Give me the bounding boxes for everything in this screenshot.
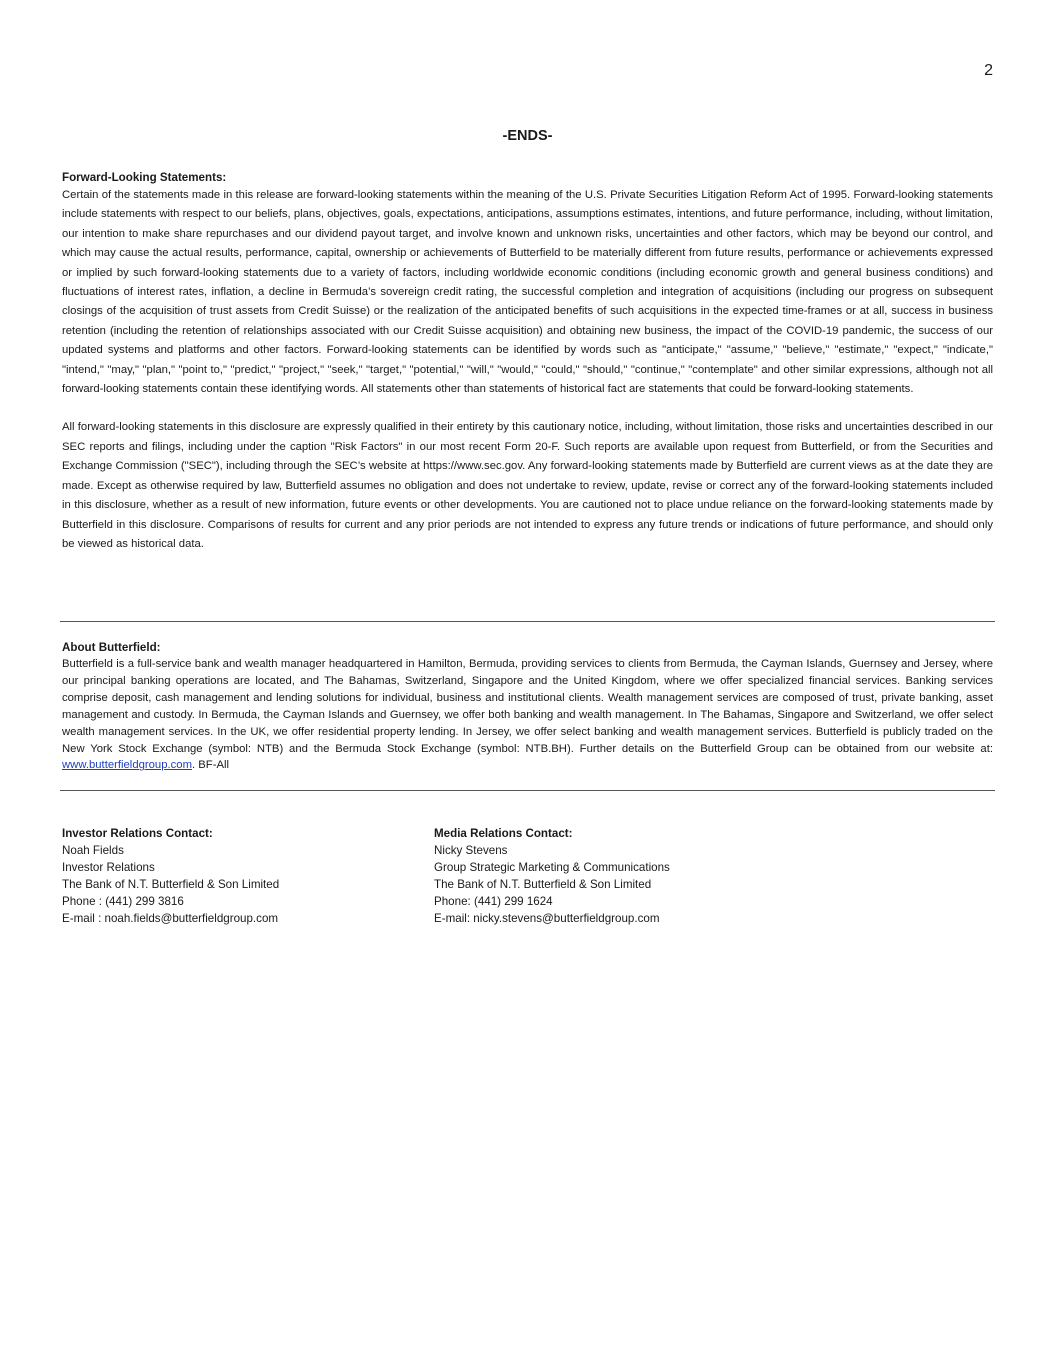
forward-looking-paragraph-2: All forward-looking statements in this disclosure are expressly qualified in their entirety by this cautionary notice, including, without limitation, those risks and uncertainties described in our SEC reports and filings, including under the caption "Risk Factors" in our most recent Form 20-F. Such reports are available upon request from Butterfield, or from the Securities and Exchange Commission ("SEC"), including through the SEC’s website at https://www.sec.gov. Any forward-looking statements made by Butterfield are current views as at the date they are made. Except as otherwise required by law, Butterfield assumes no obligation and does not undertake to review, update, revise or correct any of the forward-looking statements included in this disclosure, whether as a result of new information, future events or other developments. You are cautioned not to place undue reliance on the forward-looking statements made by Butterfield in this disclosure. Comparisons of results for current and any prior periods are not intended to express any future trends or indications of future performance, and should only be viewed as historical data. xyxy=(62,421,993,550)
about-body-text: Butterfield is a full-service bank and wealth manager headquartered in Hamilton, Bermuda, providing services to clients from Bermuda, the Cayman Islands, Guernsey and Jersey, where our principal banking operations are located, and The Bahamas, Switzerland, Singapore and the United Kingdom, where we offer specialized financial services. Banking services comprise deposit, cash management and lending solutions for individual, business and institutional clients. Wealth management services are composed of trust, private banking, asset management and custody. In Bermuda, the Cayman Islands and Guernsey, we offer both banking and wealth management. In The Bahamas, Singapore and Switzerland, we offer select wealth management services. In the UK, we offer residential property lending. In Jersey, we offer select banking and wealth management services. Butterfield is publicly traded on the New York Stock Exchange (symbol: NTB) and the Bermuda Stock Exchange (symbol: NTB.BH). Further details on the Butterfield Group can be obtained from our website at: xyxy=(62,658,993,755)
about-body-suffix: . BF-All xyxy=(191,759,230,772)
investor-contact-title: Investor Relations xyxy=(62,861,155,874)
investor-contact-heading: Investor Relations Contact: xyxy=(62,827,213,840)
website-link[interactable]: www.butterfieldgroup.com xyxy=(62,759,192,772)
media-contact-email: E-mail: nicky.stevens@butterfieldgroup.com xyxy=(434,912,660,925)
media-contact-company: The Bank of N.T. Butterfield & Son Limited xyxy=(434,878,652,891)
forward-looking-section xyxy=(62,169,993,554)
media-contact-name: Nicky Stevens xyxy=(434,844,508,857)
ends-marker: -ENDS- xyxy=(502,128,553,144)
media-contact-title: Group Strategic Marketing & Communications xyxy=(434,861,670,874)
media-contact-heading: Media Relations Contact: xyxy=(434,827,573,840)
investor-contact-phone: Phone : (441) 299 3816 xyxy=(62,895,184,908)
forward-looking-paragraph-1: Certain of the statements made in this release are forward-looking statements within the meaning of the U.S. Private Securities Litigation Reform Act of 1995. Forward-looking statements include statements with respect to our beliefs, plans, objectives, goals, expectations, anticipations, assumptions estimates, intentions, and future performance, including, without limitation, our intention to make share repurchases and our dividend payout target, and involve known and unknown risks, uncertainties and other factors, which may be beyond our control, and which may cause the actual results, performance, capital, ownership or achievements of Butterfield to be materially different from future results, performance or achievements expressed or implied by such forward-looking statements due to a variety of factors, including worldwide economic conditions (including economic growth and general business conditions) and fluctuations of interest rates, inflation, a decline in Bermuda’s sovereign credit rating, the successful completion and integration of acquisitions (including our progress on subsequent closings of the acquisition of trust assets from Credit Suisse) or the realization of the anticipated benefits of such acquisitions in the expected time-frames or at all, success in business retention (including the retention of relationships associated with our Credit Suisse acquisition) and obtaining new business, the impact of the COVID-19 pandemic, the success of our updated systems and platforms and other factors. Forward-looking statements can be identified by words such as "anticipate," "assume," "believe," "estimate," "expect," "indicate," "intend," "may," "plan," "point to," "predict," "project," "seek," "target," "potential," "will," "would," "could," "should," "continue," "contemplate" and other similar expressions, although not all forward-looking statements contain these identifying words. All statements other than statements of historical fact are statements that could be forward-looking statements. xyxy=(62,189,993,396)
about-section xyxy=(62,639,993,774)
investor-contact xyxy=(62,825,434,927)
media-contact xyxy=(434,825,806,927)
section-divider-1 xyxy=(60,621,995,622)
investor-contact-email: E-mail : noah.fields@butterfieldgroup.com xyxy=(62,912,279,925)
forward-looking-heading: Forward-Looking Statements: xyxy=(62,171,227,184)
about-body xyxy=(62,656,993,774)
contacts-block xyxy=(62,825,993,927)
media-contact-phone: Phone: (441) 299 1624 xyxy=(434,895,553,908)
investor-contact-company: The Bank of N.T. Butterfield & Son Limited xyxy=(62,878,280,891)
about-heading: About Butterfield: xyxy=(62,641,161,654)
investor-contact-name: Noah Fields xyxy=(62,844,124,857)
page-number: 2 xyxy=(984,62,993,79)
section-divider-2 xyxy=(60,790,995,791)
